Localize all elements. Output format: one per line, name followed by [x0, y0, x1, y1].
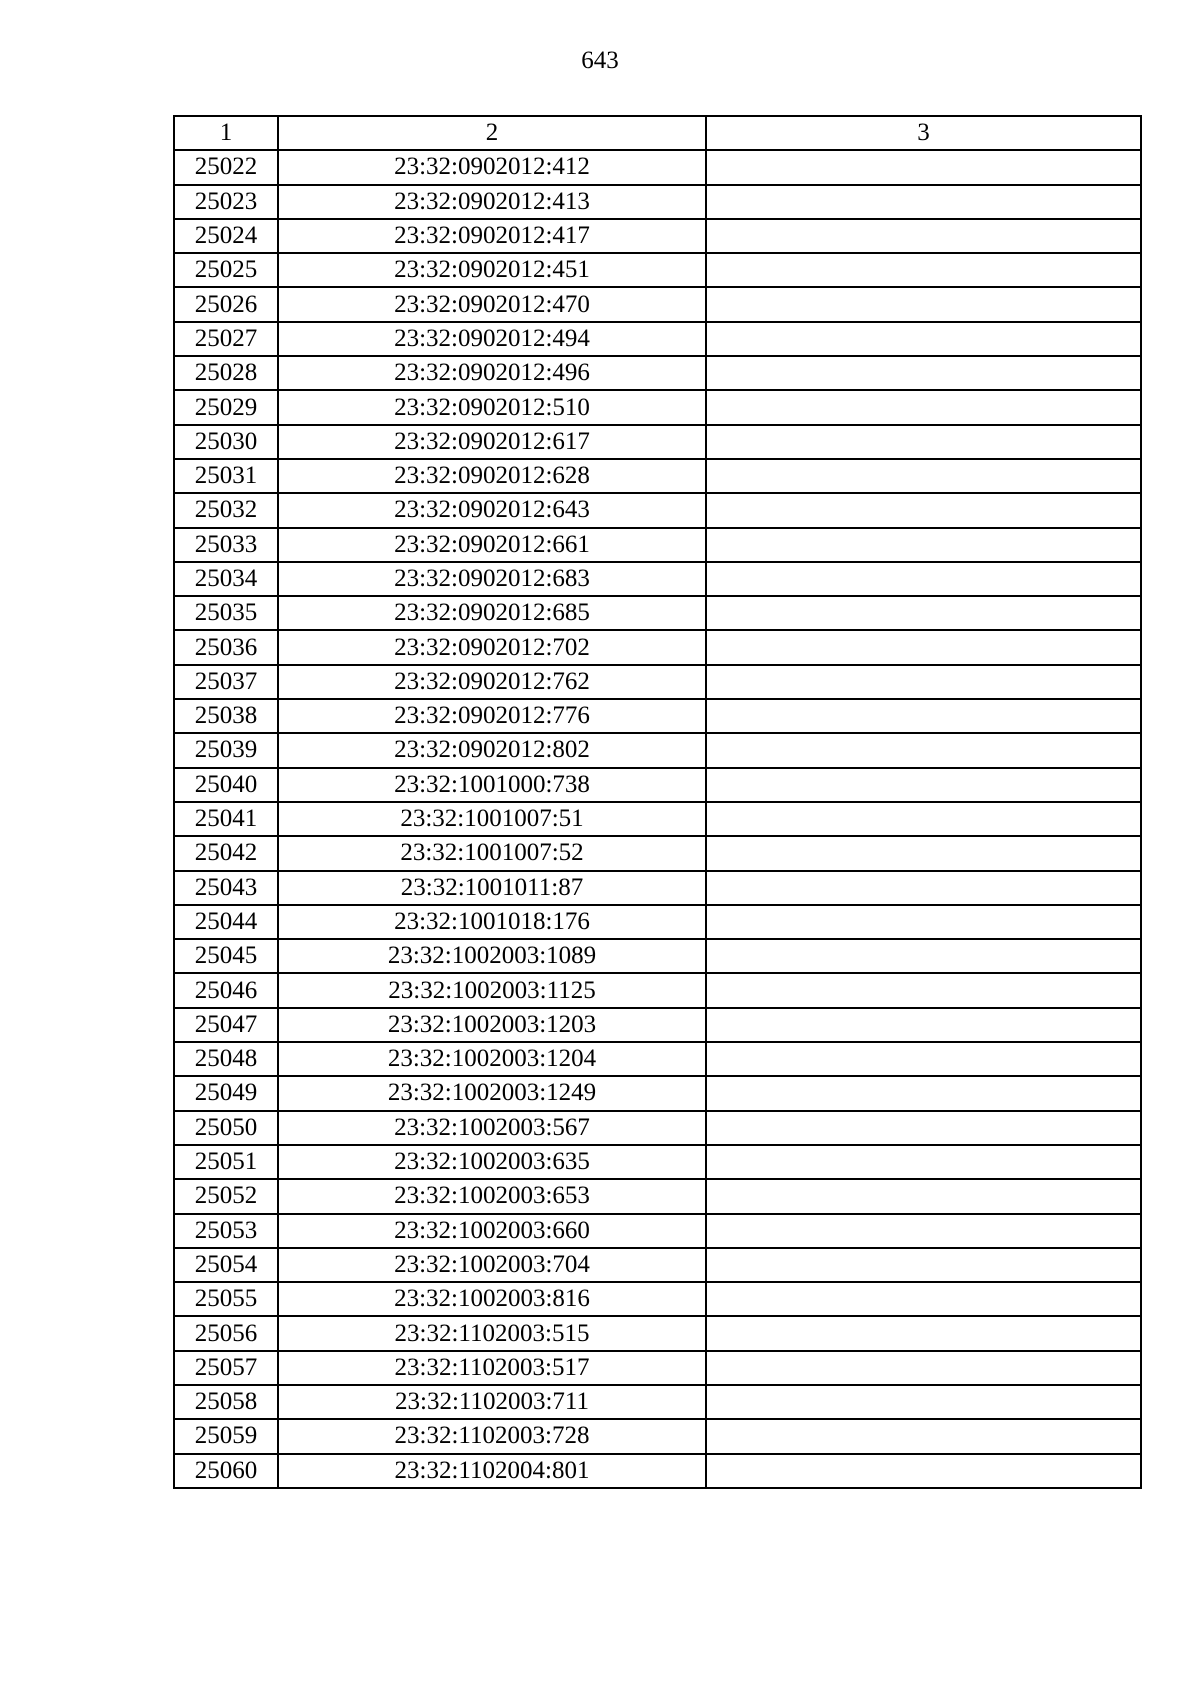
row-number-cell: 25054: [174, 1248, 278, 1282]
notes-cell: [706, 287, 1141, 321]
row-number-cell: 25043: [174, 871, 278, 905]
cadastral-number-cell: 23:32:0902012:496: [278, 356, 706, 390]
notes-cell: [706, 150, 1141, 184]
notes-cell: [706, 836, 1141, 870]
header-cell-col-1: 1: [174, 116, 278, 150]
row-number-cell: 25034: [174, 562, 278, 596]
table-row: [174, 768, 1141, 802]
row-number-cell: 25035: [174, 596, 278, 630]
cadastral-number-cell: 23:32:1002003:816: [278, 1282, 706, 1316]
table-row: [174, 356, 1141, 390]
notes-cell: [706, 905, 1141, 939]
cadastral-number-cell: 23:32:0902012:451: [278, 253, 706, 287]
cadastral-number-cell: 23:32:0902012:802: [278, 733, 706, 767]
cadastral-number-cell: 23:32:1002003:1125: [278, 973, 706, 1007]
notes-cell: [706, 768, 1141, 802]
table-row: [174, 596, 1141, 630]
notes-cell: [706, 1214, 1141, 1248]
row-number-cell: 25037: [174, 665, 278, 699]
cadastral-number-cell: 23:32:0902012:412: [278, 150, 706, 184]
row-number-cell: 25042: [174, 836, 278, 870]
notes-cell: [706, 322, 1141, 356]
row-number-cell: 25028: [174, 356, 278, 390]
notes-cell: [706, 1145, 1141, 1179]
row-number-cell: 25041: [174, 802, 278, 836]
row-number-cell: 25051: [174, 1145, 278, 1179]
cadastral-number-cell: 23:32:0902012:470: [278, 287, 706, 321]
table-row: [174, 1248, 1141, 1282]
table-row: [174, 1454, 1141, 1488]
notes-cell: [706, 665, 1141, 699]
row-number-cell: 25047: [174, 1008, 278, 1042]
row-number-cell: 25046: [174, 973, 278, 1007]
cadastral-number-cell: 23:32:1102004:801: [278, 1454, 706, 1488]
row-number-cell: 25031: [174, 459, 278, 493]
header-row: [174, 116, 1141, 150]
cadastral-number-cell: 23:32:0902012:661: [278, 528, 706, 562]
table-row: [174, 1282, 1141, 1316]
cadastral-number-cell: 23:32:1102003:711: [278, 1385, 706, 1419]
cadastral-number-cell: 23:32:1001007:52: [278, 836, 706, 870]
cadastral-number-cell: 23:32:0902012:494: [278, 322, 706, 356]
cadastral-number-cell: 23:32:1002003:1249: [278, 1076, 706, 1110]
table-row: [174, 459, 1141, 493]
row-number-cell: 25052: [174, 1179, 278, 1213]
table-row: [174, 150, 1141, 184]
row-number-cell: 25039: [174, 733, 278, 767]
cadastral-number-cell: 23:32:0902012:702: [278, 630, 706, 664]
row-number-cell: 25055: [174, 1282, 278, 1316]
table-row: [174, 1419, 1141, 1453]
table-row: [174, 905, 1141, 939]
row-number-cell: 25049: [174, 1076, 278, 1110]
table-row: [174, 939, 1141, 973]
row-number-cell: 25032: [174, 493, 278, 527]
notes-cell: [706, 1385, 1141, 1419]
row-number-cell: 25024: [174, 219, 278, 253]
row-number-cell: 25044: [174, 905, 278, 939]
table-row: [174, 562, 1141, 596]
table-body: [174, 150, 1141, 1488]
row-number-cell: 25030: [174, 425, 278, 459]
header-cell-col-2: 2: [278, 116, 706, 150]
page-number: 643: [581, 47, 619, 74]
cadastral-number-cell: 23:32:0902012:617: [278, 425, 706, 459]
row-number-cell: 25057: [174, 1351, 278, 1385]
cadastral-number-cell: 23:32:1002003:704: [278, 1248, 706, 1282]
table-row: [174, 836, 1141, 870]
table-row: [174, 699, 1141, 733]
cadastral-number-cell: 23:32:0902012:762: [278, 665, 706, 699]
registry-table: [173, 115, 1142, 1489]
notes-cell: [706, 219, 1141, 253]
notes-cell: [706, 356, 1141, 390]
table-row: [174, 528, 1141, 562]
notes-cell: [706, 939, 1141, 973]
notes-cell: [706, 1008, 1141, 1042]
notes-cell: [706, 973, 1141, 1007]
notes-cell: [706, 493, 1141, 527]
notes-cell: [706, 425, 1141, 459]
notes-cell: [706, 1316, 1141, 1350]
table-row: [174, 733, 1141, 767]
cadastral-number-cell: 23:32:1001007:51: [278, 802, 706, 836]
notes-cell: [706, 1042, 1141, 1076]
notes-cell: [706, 871, 1141, 905]
cadastral-number-cell: 23:32:1002003:660: [278, 1214, 706, 1248]
cadastral-number-cell: 23:32:0902012:417: [278, 219, 706, 253]
cadastral-number-cell: 23:32:1002003:635: [278, 1145, 706, 1179]
notes-cell: [706, 1111, 1141, 1145]
row-number-cell: 25025: [174, 253, 278, 287]
cadastral-number-cell: 23:32:1102003:517: [278, 1351, 706, 1385]
cadastral-number-cell: 23:32:1002003:653: [278, 1179, 706, 1213]
table-row: [174, 493, 1141, 527]
table-row: [174, 630, 1141, 664]
cadastral-number-cell: 23:32:0902012:628: [278, 459, 706, 493]
notes-cell: [706, 1419, 1141, 1453]
table-row: [174, 1316, 1141, 1350]
table-row: [174, 1076, 1141, 1110]
notes-cell: [706, 733, 1141, 767]
cadastral-number-cell: 23:32:0902012:683: [278, 562, 706, 596]
row-number-cell: 25022: [174, 150, 278, 184]
cadastral-number-cell: 23:32:0902012:685: [278, 596, 706, 630]
notes-cell: [706, 699, 1141, 733]
table-row: [174, 1042, 1141, 1076]
notes-cell: [706, 1076, 1141, 1110]
notes-cell: [706, 185, 1141, 219]
cadastral-number-cell: 23:32:1001011:87: [278, 871, 706, 905]
row-number-cell: 25023: [174, 185, 278, 219]
table-row: [174, 185, 1141, 219]
table-header: [174, 116, 1141, 150]
table-row: [174, 1008, 1141, 1042]
row-number-cell: 25045: [174, 939, 278, 973]
row-number-cell: 25040: [174, 768, 278, 802]
table-row: [174, 665, 1141, 699]
table-row: [174, 1145, 1141, 1179]
table-row: [174, 425, 1141, 459]
table-row: [174, 390, 1141, 424]
cadastral-number-cell: 23:32:1102003:515: [278, 1316, 706, 1350]
row-number-cell: 25027: [174, 322, 278, 356]
table-row: [174, 1214, 1141, 1248]
row-number-cell: 25036: [174, 630, 278, 664]
row-number-cell: 25053: [174, 1214, 278, 1248]
notes-cell: [706, 802, 1141, 836]
row-number-cell: 25060: [174, 1454, 278, 1488]
cadastral-number-cell: 23:32:1002003:1203: [278, 1008, 706, 1042]
row-number-cell: 25038: [174, 699, 278, 733]
cadastral-number-cell: 23:32:1002003:1089: [278, 939, 706, 973]
notes-cell: [706, 1351, 1141, 1385]
table-row: [174, 219, 1141, 253]
table-row: [174, 1351, 1141, 1385]
row-number-cell: 25048: [174, 1042, 278, 1076]
cadastral-number-cell: 23:32:1102003:728: [278, 1419, 706, 1453]
row-number-cell: 25056: [174, 1316, 278, 1350]
notes-cell: [706, 390, 1141, 424]
cadastral-number-cell: 23:32:0902012:776: [278, 699, 706, 733]
row-number-cell: 25058: [174, 1385, 278, 1419]
row-number-cell: 25026: [174, 287, 278, 321]
table-row: [174, 973, 1141, 1007]
row-number-cell: 25050: [174, 1111, 278, 1145]
row-number-cell: 25029: [174, 390, 278, 424]
table-row: [174, 322, 1141, 356]
notes-cell: [706, 1179, 1141, 1213]
table-row: [174, 871, 1141, 905]
cadastral-number-cell: 23:32:1002003:567: [278, 1111, 706, 1145]
table-row: [174, 287, 1141, 321]
table-row: [174, 1179, 1141, 1213]
notes-cell: [706, 528, 1141, 562]
cadastral-number-cell: 23:32:1002003:1204: [278, 1042, 706, 1076]
table-row: [174, 253, 1141, 287]
notes-cell: [706, 562, 1141, 596]
cadastral-number-cell: 23:32:1001018:176: [278, 905, 706, 939]
table-row: [174, 1385, 1141, 1419]
table-row: [174, 1111, 1141, 1145]
cadastral-number-cell: 23:32:0902012:643: [278, 493, 706, 527]
notes-cell: [706, 1454, 1141, 1488]
cadastral-number-cell: 23:32:1001000:738: [278, 768, 706, 802]
header-cell-col-3: 3: [706, 116, 1141, 150]
row-number-cell: 25059: [174, 1419, 278, 1453]
table-row: [174, 802, 1141, 836]
row-number-cell: 25033: [174, 528, 278, 562]
cadastral-number-cell: 23:32:0902012:510: [278, 390, 706, 424]
notes-cell: [706, 596, 1141, 630]
cadastral-number-cell: 23:32:0902012:413: [278, 185, 706, 219]
notes-cell: [706, 253, 1141, 287]
notes-cell: [706, 459, 1141, 493]
notes-cell: [706, 1248, 1141, 1282]
notes-cell: [706, 1282, 1141, 1316]
notes-cell: [706, 630, 1141, 664]
